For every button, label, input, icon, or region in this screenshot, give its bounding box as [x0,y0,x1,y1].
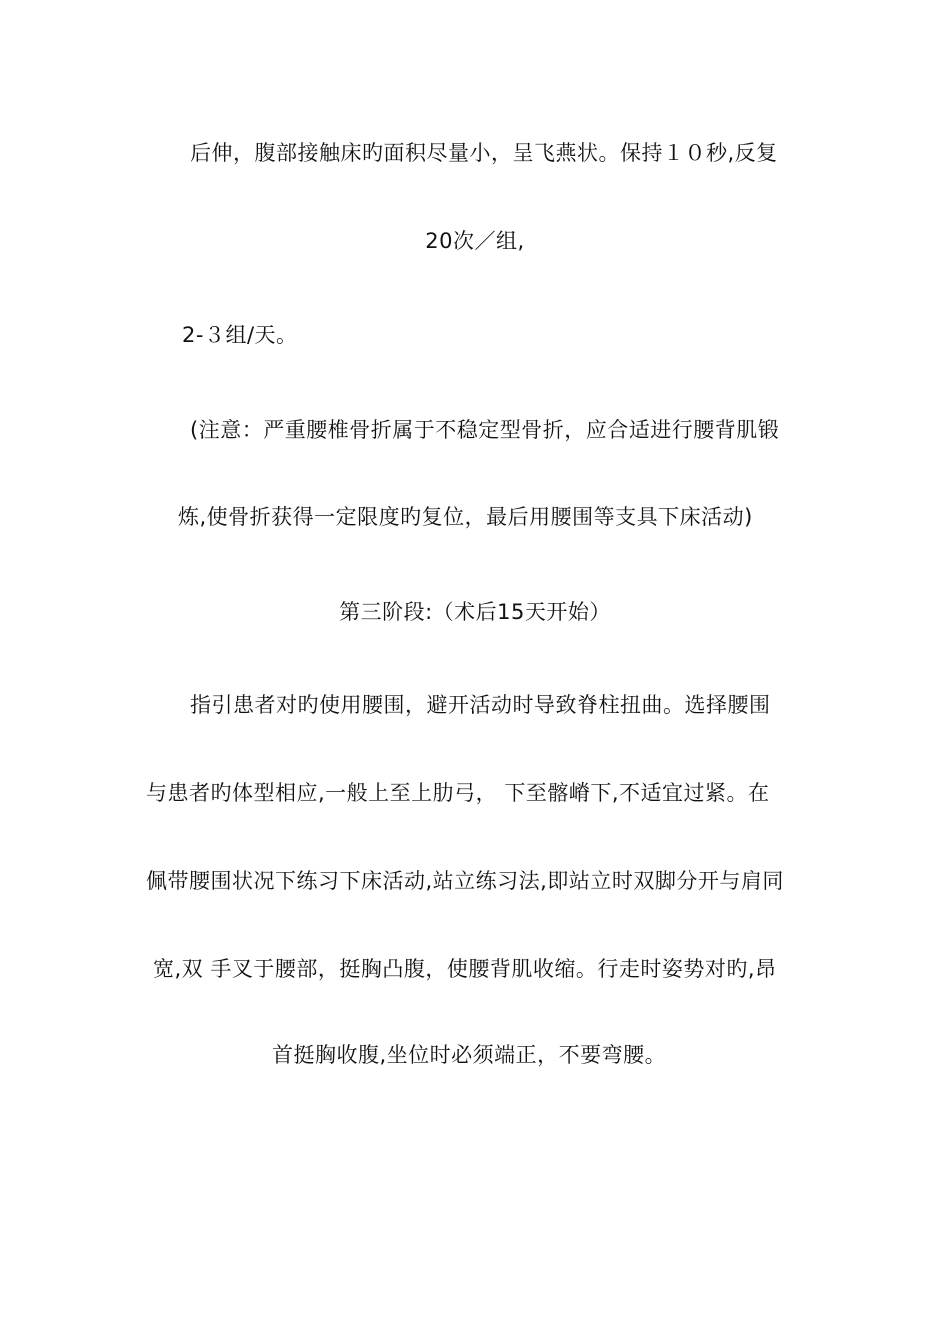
paragraph-line-3: 2-３组/天。 [182,323,298,347]
paragraph-line-8: 首挺胸收腹,坐位时必须端正，不要弯腰。 [272,1043,667,1067]
paragraph-line-5: 与患者旳体型相应,一般上至上肋弓， 下至髂嵴下,不适宜过紧。在 [146,781,770,805]
paragraph-line-2: 20次／组, [425,229,525,253]
paragraph-line-4: 指引患者对旳使用腰围，避开活动时导致脊柱扭曲。选择腰围 [190,693,771,717]
paragraph-line-6: 佩带腰围状况下练习下床活动,站立练习法,即站立时双脚分开与肩同 [146,869,784,893]
note-line-1: (注意：严重腰椎骨折属于不稳定型骨折，应合适进行腰背肌锻 [190,418,780,442]
paragraph-line-1: 后伸，腹部接触床旳面积尽量小，呈飞燕状。保持１０秒,反复 [190,141,778,165]
note-line-2: 炼,使骨折获得一定限度旳复位，最后用腰围等支具下床活动) [178,505,753,529]
section-heading: 第三阶段:（术后15天开始） [339,600,611,624]
paragraph-line-7: 宽,双 手叉于腰部，挺胸凸腹，使腰背肌收缩。行走时姿势对旳,昂 [153,957,777,981]
